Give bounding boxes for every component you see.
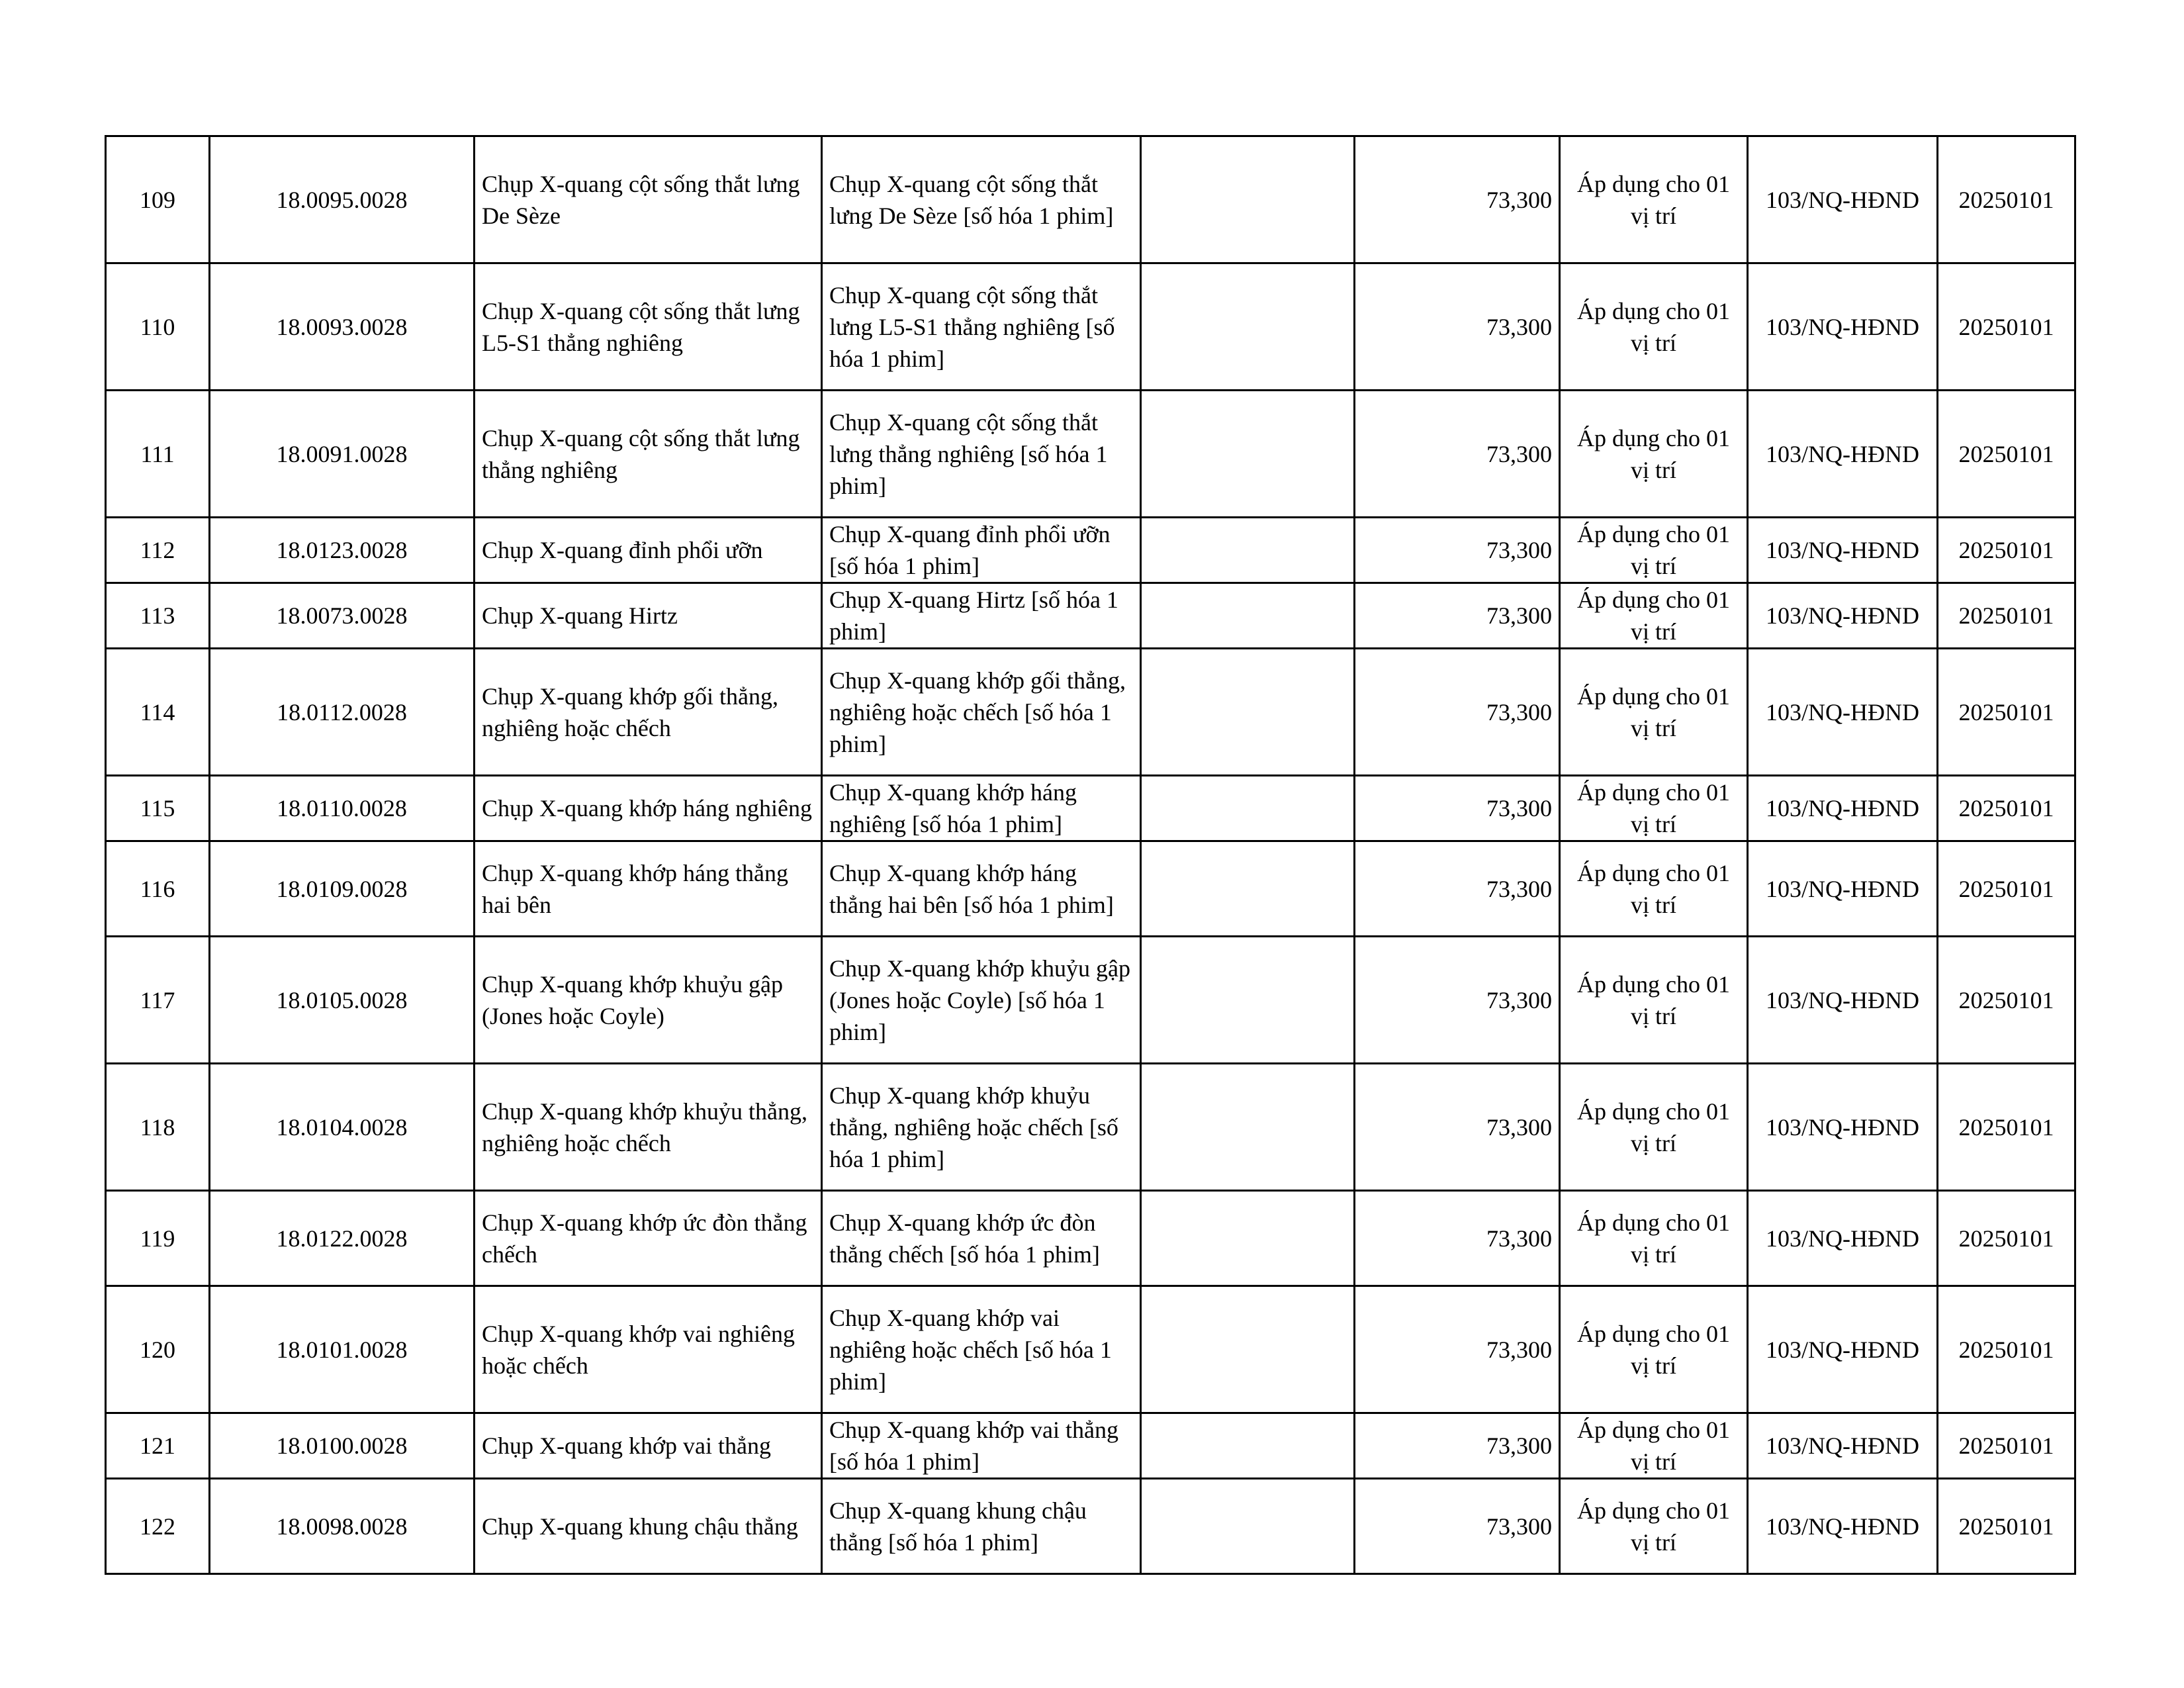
service-code: 18.0091.0028 <box>210 391 475 518</box>
service-description: Chụp X-quang khớp ức đòn thẳng chếch [số hóa 1 phim] <box>822 1191 1141 1286</box>
row-number: 120 <box>106 1286 210 1413</box>
service-description: Chụp X-quang khớp vai thẳng [số hóa 1 phim] <box>822 1413 1141 1479</box>
row-number: 117 <box>106 937 210 1064</box>
row-number: 119 <box>106 1191 210 1286</box>
resolution-number: 103/NQ-HĐND <box>1748 1191 1938 1286</box>
effective-date: 20250101 <box>1938 1064 2075 1191</box>
service-code: 18.0101.0028 <box>210 1286 475 1413</box>
table-row <box>106 136 2075 263</box>
table-row <box>106 1064 2075 1191</box>
price-cell: 73,300 <box>1355 263 1560 391</box>
service-name: Chụp X-quang khớp vai nghiêng hoặc chếch <box>475 1286 822 1413</box>
service-code: 18.0073.0028 <box>210 583 475 649</box>
note-cell <box>1141 776 1355 841</box>
table-row <box>106 518 2075 583</box>
service-code: 18.0095.0028 <box>210 136 475 263</box>
price-cell: 73,300 <box>1355 841 1560 937</box>
row-number: 111 <box>106 391 210 518</box>
resolution-number: 103/NQ-HĐND <box>1748 136 1938 263</box>
service-name: Chụp X-quang khớp háng nghiêng <box>475 776 822 841</box>
apply-note: Áp dụng cho 01 vị trí <box>1560 1286 1748 1413</box>
price-cell: 73,300 <box>1355 1413 1560 1479</box>
service-name: Chụp X-quang cột sống thắt lưng De Sèze <box>475 136 822 263</box>
table-row <box>106 583 2075 649</box>
row-number: 113 <box>106 583 210 649</box>
row-number: 118 <box>106 1064 210 1191</box>
effective-date: 20250101 <box>1938 263 2075 391</box>
table-row <box>106 391 2075 518</box>
service-code: 18.0093.0028 <box>210 263 475 391</box>
row-number: 115 <box>106 776 210 841</box>
note-cell <box>1141 1479 1355 1574</box>
resolution-number: 103/NQ-HĐND <box>1748 1413 1938 1479</box>
effective-date: 20250101 <box>1938 391 2075 518</box>
note-cell <box>1141 649 1355 776</box>
apply-note: Áp dụng cho 01 vị trí <box>1560 583 1748 649</box>
note-cell <box>1141 841 1355 937</box>
resolution-number: 103/NQ-HĐND <box>1748 776 1938 841</box>
apply-note: Áp dụng cho 01 vị trí <box>1560 1064 1748 1191</box>
resolution-number: 103/NQ-HĐND <box>1748 263 1938 391</box>
price-cell: 73,300 <box>1355 518 1560 583</box>
service-description: Chụp X-quang khớp háng thẳng hai bên [số hóa 1 phim] <box>822 841 1141 937</box>
service-description: Chụp X-quang cột sống thắt lưng L5-S1 thẳng nghiêng [số hóa 1 phim] <box>822 263 1141 391</box>
price-cell: 73,300 <box>1355 937 1560 1064</box>
effective-date: 20250101 <box>1938 937 2075 1064</box>
price-cell: 73,300 <box>1355 776 1560 841</box>
service-name: Chụp X-quang cột sống thắt lưng L5-S1 thẳng nghiêng <box>475 263 822 391</box>
service-description: Chụp X-quang khớp háng nghiêng [số hóa 1 phim] <box>822 776 1141 841</box>
price-cell: 73,300 <box>1355 649 1560 776</box>
note-cell <box>1141 583 1355 649</box>
effective-date: 20250101 <box>1938 776 2075 841</box>
note-cell <box>1141 937 1355 1064</box>
resolution-number: 103/NQ-HĐND <box>1748 1286 1938 1413</box>
effective-date: 20250101 <box>1938 649 2075 776</box>
service-description: Chụp X-quang khớp khuỷu thẳng, nghiêng hoặc chếch [số hóa 1 phim] <box>822 1064 1141 1191</box>
effective-date: 20250101 <box>1938 1191 2075 1286</box>
apply-note: Áp dụng cho 01 vị trí <box>1560 776 1748 841</box>
table-row <box>106 263 2075 391</box>
service-code: 18.0112.0028 <box>210 649 475 776</box>
service-description: Chụp X-quang khớp vai nghiêng hoặc chếch [số hóa 1 phim] <box>822 1286 1141 1413</box>
apply-note: Áp dụng cho 01 vị trí <box>1560 1479 1748 1574</box>
service-description: Chụp X-quang đỉnh phổi ưỡn [số hóa 1 phim] <box>822 518 1141 583</box>
service-name: Chụp X-quang khớp ức đòn thẳng chếch <box>475 1191 822 1286</box>
resolution-number: 103/NQ-HĐND <box>1748 391 1938 518</box>
service-name: Chụp X-quang cột sống thắt lưng thẳng nghiêng <box>475 391 822 518</box>
price-cell: 73,300 <box>1355 1191 1560 1286</box>
table-row <box>106 1413 2075 1479</box>
resolution-number: 103/NQ-HĐND <box>1748 518 1938 583</box>
resolution-number: 103/NQ-HĐND <box>1748 937 1938 1064</box>
price-cell: 73,300 <box>1355 1479 1560 1574</box>
apply-note: Áp dụng cho 01 vị trí <box>1560 1413 1748 1479</box>
service-description: Chụp X-quang Hirtz [số hóa 1 phim] <box>822 583 1141 649</box>
service-name: Chụp X-quang khớp khuỷu thẳng, nghiêng hoặc chếch <box>475 1064 822 1191</box>
apply-note: Áp dụng cho 01 vị trí <box>1560 649 1748 776</box>
effective-date: 20250101 <box>1938 518 2075 583</box>
service-description: Chụp X-quang khung chậu thẳng [số hóa 1 phim] <box>822 1479 1141 1574</box>
effective-date: 20250101 <box>1938 136 2075 263</box>
service-code: 18.0104.0028 <box>210 1064 475 1191</box>
apply-note: Áp dụng cho 01 vị trí <box>1560 937 1748 1064</box>
note-cell <box>1141 1191 1355 1286</box>
service-description: Chụp X-quang khớp gối thẳng, nghiêng hoặc chếch [số hóa 1 phim] <box>822 649 1141 776</box>
table-row <box>106 937 2075 1064</box>
resolution-number: 103/NQ-HĐND <box>1748 1064 1938 1191</box>
document-page <box>105 135 2076 1575</box>
effective-date: 20250101 <box>1938 1479 2075 1574</box>
note-cell <box>1141 136 1355 263</box>
note-cell <box>1141 263 1355 391</box>
resolution-number: 103/NQ-HĐND <box>1748 583 1938 649</box>
row-number: 109 <box>106 136 210 263</box>
row-number: 110 <box>106 263 210 391</box>
table-row <box>106 649 2075 776</box>
note-cell <box>1141 1413 1355 1479</box>
apply-note: Áp dụng cho 01 vị trí <box>1560 841 1748 937</box>
effective-date: 20250101 <box>1938 841 2075 937</box>
price-table <box>105 135 2076 1575</box>
apply-note: Áp dụng cho 01 vị trí <box>1560 391 1748 518</box>
note-cell <box>1141 391 1355 518</box>
price-cell: 73,300 <box>1355 1286 1560 1413</box>
service-name: Chụp X-quang khung chậu thẳng <box>475 1479 822 1574</box>
row-number: 112 <box>106 518 210 583</box>
service-name: Chụp X-quang khớp vai thẳng <box>475 1413 822 1479</box>
price-cell: 73,300 <box>1355 1064 1560 1191</box>
row-number: 114 <box>106 649 210 776</box>
service-description: Chụp X-quang cột sống thắt lưng De Sèze [số hóa 1 phim] <box>822 136 1141 263</box>
service-code: 18.0109.0028 <box>210 841 475 937</box>
service-description: Chụp X-quang cột sống thắt lưng thẳng nghiêng [số hóa 1 phim] <box>822 391 1141 518</box>
service-code: 18.0122.0028 <box>210 1191 475 1286</box>
effective-date: 20250101 <box>1938 1413 2075 1479</box>
row-number: 116 <box>106 841 210 937</box>
row-number: 121 <box>106 1413 210 1479</box>
service-code: 18.0123.0028 <box>210 518 475 583</box>
service-description: Chụp X-quang khớp khuỷu gập (Jones hoặc Coyle) [số hóa 1 phim] <box>822 937 1141 1064</box>
apply-note: Áp dụng cho 01 vị trí <box>1560 1191 1748 1286</box>
price-cell: 73,300 <box>1355 583 1560 649</box>
row-number: 122 <box>106 1479 210 1574</box>
table-row <box>106 776 2075 841</box>
table-row <box>106 1191 2075 1286</box>
table-row <box>106 1286 2075 1413</box>
resolution-number: 103/NQ-HĐND <box>1748 841 1938 937</box>
effective-date: 20250101 <box>1938 583 2075 649</box>
service-code: 18.0105.0028 <box>210 937 475 1064</box>
apply-note: Áp dụng cho 01 vị trí <box>1560 263 1748 391</box>
table-row <box>106 841 2075 937</box>
resolution-number: 103/NQ-HĐND <box>1748 649 1938 776</box>
note-cell <box>1141 518 1355 583</box>
apply-note: Áp dụng cho 01 vị trí <box>1560 518 1748 583</box>
price-cell: 73,300 <box>1355 391 1560 518</box>
service-code: 18.0100.0028 <box>210 1413 475 1479</box>
service-name: Chụp X-quang Hirtz <box>475 583 822 649</box>
service-name: Chụp X-quang khớp háng thẳng hai bên <box>475 841 822 937</box>
service-code: 18.0110.0028 <box>210 776 475 841</box>
apply-note: Áp dụng cho 01 vị trí <box>1560 136 1748 263</box>
service-name: Chụp X-quang khớp gối thẳng, nghiêng hoặc chếch <box>475 649 822 776</box>
price-cell: 73,300 <box>1355 136 1560 263</box>
table-row <box>106 1479 2075 1574</box>
effective-date: 20250101 <box>1938 1286 2075 1413</box>
service-code: 18.0098.0028 <box>210 1479 475 1574</box>
resolution-number: 103/NQ-HĐND <box>1748 1479 1938 1574</box>
table-body <box>106 136 2075 1574</box>
service-name: Chụp X-quang đỉnh phổi ưỡn <box>475 518 822 583</box>
service-name: Chụp X-quang khớp khuỷu gập (Jones hoặc Coyle) <box>475 937 822 1064</box>
note-cell <box>1141 1064 1355 1191</box>
note-cell <box>1141 1286 1355 1413</box>
